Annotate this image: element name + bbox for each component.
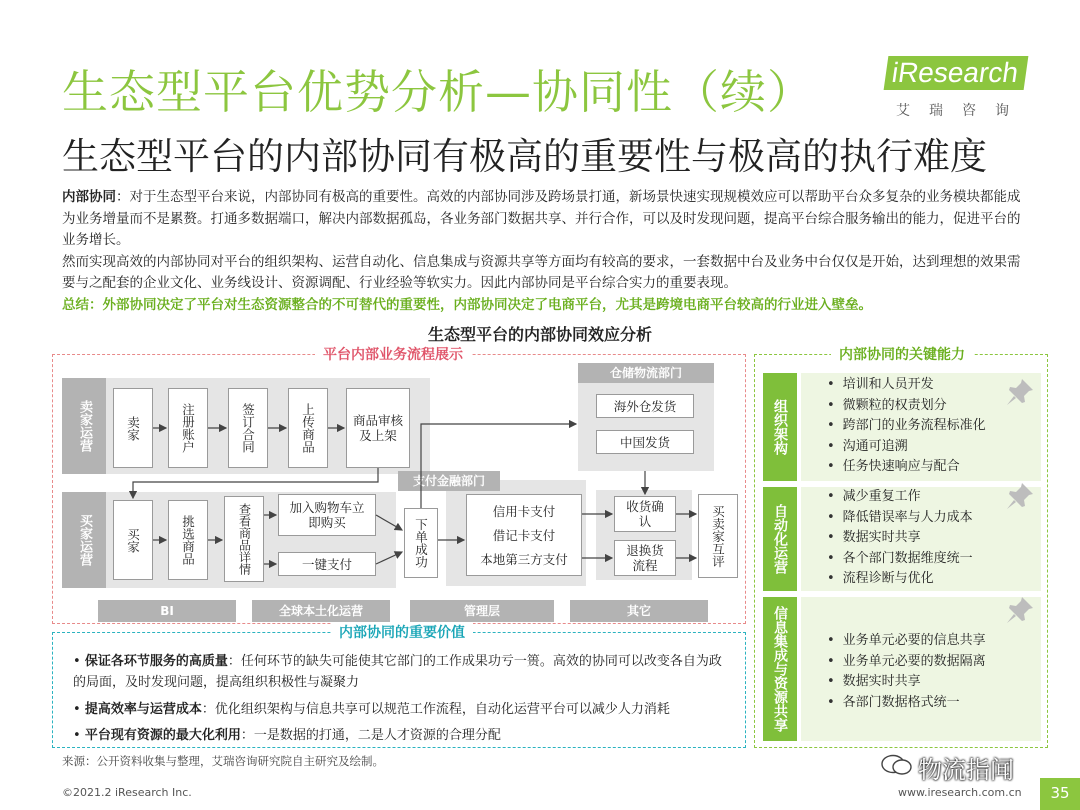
page-number: 35 — [1040, 778, 1080, 810]
pay-credit: 信用卡支付 — [492, 503, 556, 519]
logo-chinese: 艾瑞咨询 — [896, 103, 1028, 119]
step-label: 退换货流程 — [626, 543, 664, 573]
buyer-step-choose — [168, 500, 208, 580]
step-label: 下单成功 — [413, 518, 429, 568]
step-label: 签订合同 — [240, 403, 256, 453]
value-item-title: 保证各环节服务的高质量 — [84, 654, 228, 669]
value-panel — [52, 625, 746, 748]
cap-item: • 业务单元必要的数据隔离 — [827, 652, 986, 673]
value-item-title: 提高效率与运营成本 — [84, 702, 202, 717]
intro-paragraph-1 — [62, 187, 1032, 252]
pay-local: 本地第三方支付 — [480, 551, 568, 567]
buyer-step-buyer — [113, 500, 153, 580]
seller-step-seller — [113, 388, 153, 468]
pushpin-icon — [1005, 481, 1035, 511]
buyer-head-label: 买家运营 — [77, 514, 92, 566]
step-label: 注册账户 — [180, 403, 196, 453]
receive-confirm — [614, 496, 676, 532]
bottom-localization: 全球本土化运营 — [252, 600, 390, 622]
cap-item: • 数据实时共享 — [827, 672, 986, 693]
page-subtitle: 生态型平台的内部协同有极高的重要性与极高的执行难度 — [62, 135, 987, 178]
source-note: 来源：公开资料收集与整理，艾瑞咨询研究院自主研究及绘制。 — [62, 754, 384, 768]
value-item: • 保证各环节服务的高质量：任何环节的缺失可能使其它部门的工作成果功亏一篑。高效的协同可以改变各自为政的局面，及时发现问题，提高组织积极性与凝聚力 — [73, 654, 722, 690]
pushpin-icon — [1005, 377, 1035, 407]
process-panel-label: 平台内部业务流程展示 — [315, 344, 471, 364]
step-label: 加入购物车立即购买 — [289, 500, 365, 530]
value-item-title: 平台现有资源的最大化利用 — [84, 728, 241, 743]
wechat-icon — [880, 753, 914, 777]
cap-list — [827, 487, 973, 590]
website-url: www.iresearch.com.cn — [898, 786, 1022, 799]
onekey-pay-box: 一键支付 — [278, 552, 376, 576]
seller-step-contract — [228, 388, 268, 468]
cap-item: • 各部门数据格式统一 — [827, 693, 986, 714]
bottom-other: 其它 — [570, 600, 708, 622]
cap-item: • 各个部门数据维度统一 — [827, 549, 973, 570]
cap-group-body-info — [801, 597, 1041, 741]
cap-list — [827, 631, 986, 713]
iresearch-logo — [886, 56, 1036, 122]
cap-item: • 沟通可追溯 — [827, 437, 986, 458]
cap-item: • 数据实时共享 — [827, 528, 973, 549]
seller-step-review — [346, 388, 410, 468]
overseas-shipping: 海外仓发货 — [596, 394, 694, 418]
step-label: 收货确认 — [626, 499, 664, 529]
mutual-review — [698, 494, 738, 578]
bottom-management: 管理层 — [410, 600, 554, 622]
pay-debit: 借记卡支付 — [492, 527, 556, 543]
seller-step-register — [168, 388, 208, 468]
warehouse-label: 仓储物流部门 — [578, 363, 714, 383]
diagram-title: 生态型平台的内部协同效应分析 — [427, 325, 652, 344]
china-shipping: 中国发货 — [596, 430, 694, 454]
logo-wordmark: iResearch — [884, 56, 1029, 90]
cap-item: • 跨部门的业务流程标准化 — [827, 416, 986, 437]
value-item-text: ：一是数据的打通，二是人才资源的合理分配 — [240, 728, 501, 743]
cap-group-head-auto — [763, 487, 797, 591]
value-item-text: ：优化组织架构与信息共享可以规范工作流程，自动化运营平台可以减少人力消耗 — [201, 702, 670, 717]
bottom-bi: BI — [98, 600, 236, 622]
value-item-text: ：任何环节的缺失可能使其它部门的工作成果功亏一篑。高效的协同可以改变各自为政的局面，及时发现问题，提高组织积极性与凝聚力 — [73, 654, 722, 690]
intro-paragraph-2: 然而实现高效的内部协同对平台的组织架构、运营自动化、信息集成与资源共享等方面均有较高的要求，一套数据中台及业务中台仅仅是开始，达到理想的效果需要与之配套的企业文化、业务线设计、资源调配、行业经验等软实力。因此内部协同是平台综合实力的重要表现。 — [62, 253, 1021, 291]
payment-label: 支付金融部门 — [398, 471, 500, 491]
cap-item: • 任务快速响应与配合 — [827, 457, 986, 478]
seller-step-upload — [288, 388, 328, 468]
seller-head-label: 卖家运营 — [77, 400, 92, 452]
value-item: • 提高效率与运营成本：优化组织架构与信息共享可以规范工作流程，自动化运营平台可以减少人力消耗 — [73, 702, 670, 717]
cap-head-label: 信息集成与资源共享 — [772, 606, 788, 732]
intro-text — [62, 187, 1032, 316]
cart-buy-box — [278, 494, 376, 536]
cap-group-body-org — [801, 373, 1041, 481]
cap-item: • 培训和人员开发 — [827, 375, 986, 396]
capability-panel — [754, 347, 1048, 748]
cap-item: • 业务单元必要的信息共享 — [827, 631, 986, 652]
step-label: 商品审核及上架 — [353, 413, 404, 443]
cap-group-head-org — [763, 373, 797, 481]
step-label: 卖家 — [125, 415, 141, 441]
payment-methods — [466, 494, 582, 576]
cap-item: • 减少重复工作 — [827, 487, 973, 508]
intro-p1-text: ：对于生态型平台来说，内部协同有极高的重要性。高效的内部协同涉及跨场景打通，新场景快速实现规模效应可以帮助平台众多复杂的业务模块都能成为业务增量而不是累赘。打通多数据端口，解决内部数据孤岛，各业务部门数据共享、并行合作，可以及时发现问题，提高平台综合服务输出的能力，促进平台的业务增长。 — [62, 189, 1021, 248]
step-label: 上传商品 — [300, 403, 316, 453]
value-panel-label: 内部协同的重要价值 — [331, 622, 473, 642]
watermark-text: 物流指闻 — [918, 756, 1014, 784]
cap-item: • 微颗粒的权责划分 — [827, 396, 986, 417]
page-title: 生态型平台优势分析—协同性（续） — [62, 65, 814, 119]
step-label: 买家 — [125, 527, 141, 553]
cap-item: • 降低错误率与人力成本 — [827, 508, 973, 529]
pushpin-icon — [1005, 595, 1035, 625]
cap-list — [827, 375, 986, 478]
buyer-step-detail — [224, 496, 264, 582]
step-label: 查看商品详情 — [237, 503, 252, 575]
copyright: ©2021.2 iResearch Inc. — [62, 786, 192, 799]
value-item: • 平台现有资源的最大化利用：一是数据的打通，二是人才资源的合理分配 — [73, 728, 501, 743]
capability-panel-label: 内部协同的关键能力 — [831, 344, 973, 364]
seller-row-head — [62, 378, 106, 474]
intro-label: 内部协同 — [62, 189, 116, 205]
intro-summary: 总结：外部协同决定了平台对生态资源整合的不可替代的重要性，内部协同决定了电商平台，尤其是跨境电商平台较高的行业进入壁垒。 — [62, 296, 872, 313]
order-success — [404, 508, 438, 578]
cap-group-head-info — [763, 597, 797, 741]
cap-group-body-auto — [801, 487, 1041, 591]
cap-head-label: 组织架构 — [772, 399, 788, 455]
step-label: 挑选商品 — [180, 515, 196, 565]
buyer-row-head — [62, 492, 106, 588]
cap-item: • 流程诊断与优化 — [827, 569, 973, 590]
step-label: 买卖家互评 — [710, 504, 726, 568]
return-process — [614, 540, 676, 576]
cap-head-label: 自动化运营 — [772, 504, 788, 574]
